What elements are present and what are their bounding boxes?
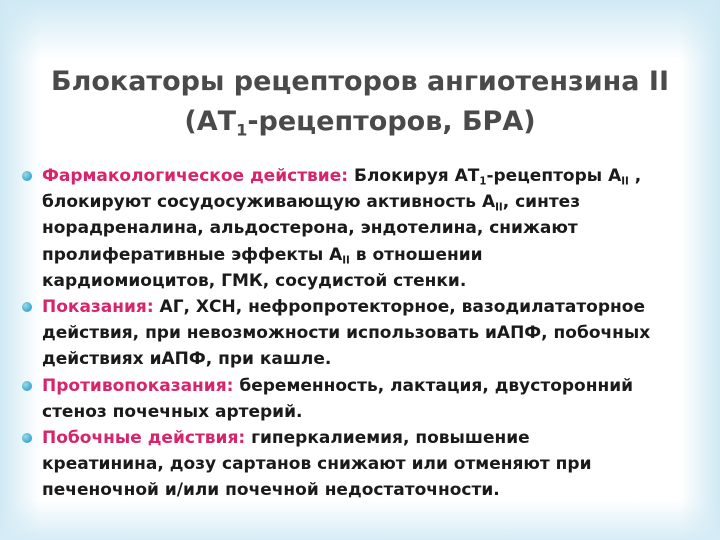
key-term-contraindications: Противопоказания: [42, 375, 234, 396]
list-item-line: печеночной и/или почечной недостаточности. [42, 480, 500, 501]
subscript: II [342, 255, 350, 267]
list-item-line [42, 294, 702, 320]
key-term-indications: Показания: [42, 297, 154, 318]
text-run: -рецепторы А [486, 166, 622, 186]
bullet-list [22, 163, 702, 504]
list-item-line [42, 189, 702, 215]
text-run: беременность, лактация, двусторонний [233, 375, 634, 396]
text-run: гиперкалиемия, повышение [245, 428, 530, 449]
list-item-line: действиях иАПФ, при кашле. [42, 349, 332, 370]
slide-title [40, 62, 680, 142]
background-bottom-glow [0, 500, 720, 540]
list-item-contraindications [22, 373, 702, 425]
text-run: блокируют сосудосуживающую активность А [42, 192, 496, 213]
title-subscript: 1 [236, 120, 248, 140]
subscript: II [621, 176, 629, 188]
list-item-line [42, 425, 702, 451]
list-item-line: норадреналина, альдостерона, эндотелина, снижают [42, 218, 578, 239]
title-text: -рецепторов, БРА) [247, 106, 536, 137]
key-term-side-effects: Побочные действия: [42, 428, 246, 449]
list-item-line: креатинина, дозу сартанов снижают или отменяют при [42, 454, 592, 475]
bullet-icon [22, 302, 32, 312]
list-item-line: кардиомиоцитов, ГМК, сосудистой стенки. [42, 270, 467, 291]
slide-title-line-1: Блокаторы рецепторов ангиотензина II [50, 66, 669, 97]
list-item-line: действия, при невозможности использовать иАПФ, побочных [42, 323, 651, 344]
background-top-glow [0, 0, 720, 60]
slide-title-line-2 [40, 102, 680, 142]
text-run: , синтез [502, 192, 581, 213]
list-item-line [42, 242, 702, 268]
text-run: в отношении [349, 244, 483, 265]
text-run: Блокируя АТ [348, 166, 480, 186]
list-item-side-effects [22, 425, 702, 504]
list-item-line [42, 163, 702, 189]
list-item-pharmacological-action [22, 163, 702, 294]
text-run: пролиферативные эффекты А [42, 244, 343, 265]
bullet-icon [22, 381, 32, 391]
list-item-line [42, 373, 702, 399]
title-text: (АТ [184, 106, 237, 137]
bullet-icon [22, 433, 32, 443]
key-term-pharmacological-action: Фармакологическое действие: [42, 166, 349, 186]
list-item-line: стеноз почечных артерий. [42, 401, 303, 422]
bullet-icon [22, 171, 32, 181]
subscript: II [495, 202, 503, 214]
list-item-indications [22, 294, 702, 373]
text-run: , [628, 166, 642, 186]
subscript: 1 [479, 176, 487, 188]
text-run: АГ, ХСН, нефропротекторное, вазодилататорное [153, 297, 645, 318]
